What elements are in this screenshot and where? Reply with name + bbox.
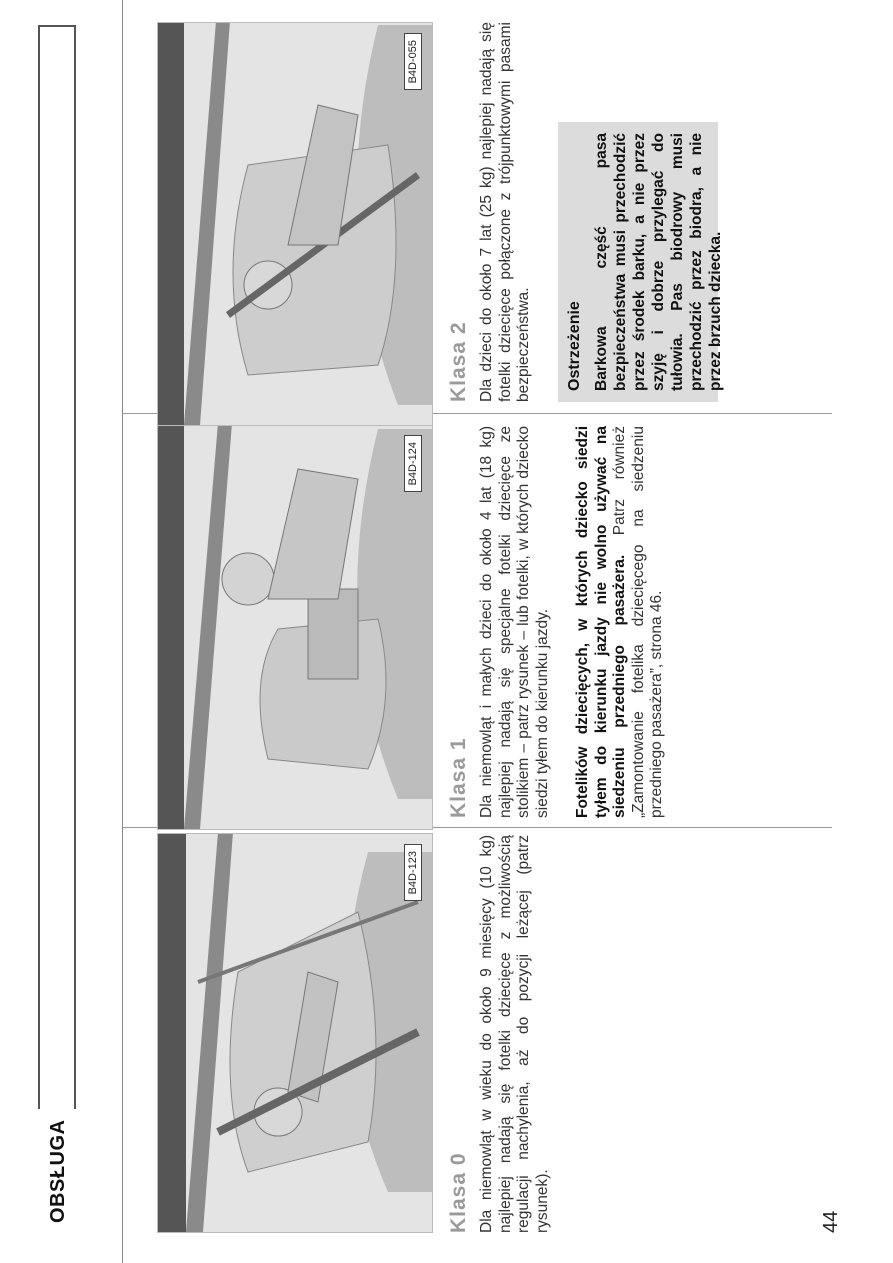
header-divider (122, 0, 123, 1263)
section-body-klasa-1: Dla niemowląt i małych dzieci do około 4 lat (18 kg) najlepiej nadają się specjalne fotelki dziecięce ze stolikiem – patrz rysunek – lub fotelki, w których dziecko siedzi tyłem do kierunku jazdy. (478, 426, 551, 818)
figure-code: B4D-124 (404, 435, 422, 492)
section-body-klasa-2: Dla dzieci do około 7 lat (25 kg) najlepiej nadają się fotelki dziecięce połączone z trójpunktowymi pasami bezpieczeństwa. (478, 22, 532, 402)
figure-child-seat-infant (157, 833, 433, 1233)
section-body-klasa-0: Dla niemowląt w wieku do około 9 miesięcy (10 kg) najlepiej nadają się fotelki dziecięce z możliwością regulacji nachylenia, aż do pozycji leżącej (patrz rysunek). (478, 835, 551, 1233)
figure-child-seat-belt (157, 22, 433, 426)
section-title-klasa-1: Klasa 1 (447, 737, 470, 818)
bold-warning-text: Fotelików dziecięcych, w których dziecko siedzi tyłem do kierunku jazdy nie wolno używać na siedzeniu przedniego pasażera. (574, 426, 628, 818)
section-note-klasa-1 (574, 426, 667, 818)
figure-child-seat-table (157, 424, 433, 830)
page-title: OBSŁUGA (38, 1110, 76, 1234)
illustration-seat-with-table (158, 424, 433, 829)
illustration-seat-with-belt (158, 22, 433, 425)
warning-text: Barkowa część pasa bezpieczeństwa musi przechodzić przez środek barku, a nie przez szyję i dobrze przylegać do tułowia. Pas biodrowy musi przechodzić przez biodra, a nie przez brzuch dziecka. (593, 133, 724, 391)
reference-text: Patrz również „Zamontowanie fotelika dziecięcego na siedzeniu przedniego pasażera”, strona 46. (611, 426, 665, 818)
figure-code: B4D-123 (404, 844, 422, 901)
header-frame (38, 25, 76, 1205)
figure-code: B4D-055 (404, 33, 422, 90)
illustration-infant-seat (158, 833, 433, 1232)
section-title-klasa-0: Klasa 0 (447, 1152, 470, 1233)
page-number: 44 (820, 1210, 842, 1233)
warning-title: Ostrzeżenie (566, 301, 583, 391)
section-title-klasa-2: Klasa 2 (447, 321, 470, 402)
